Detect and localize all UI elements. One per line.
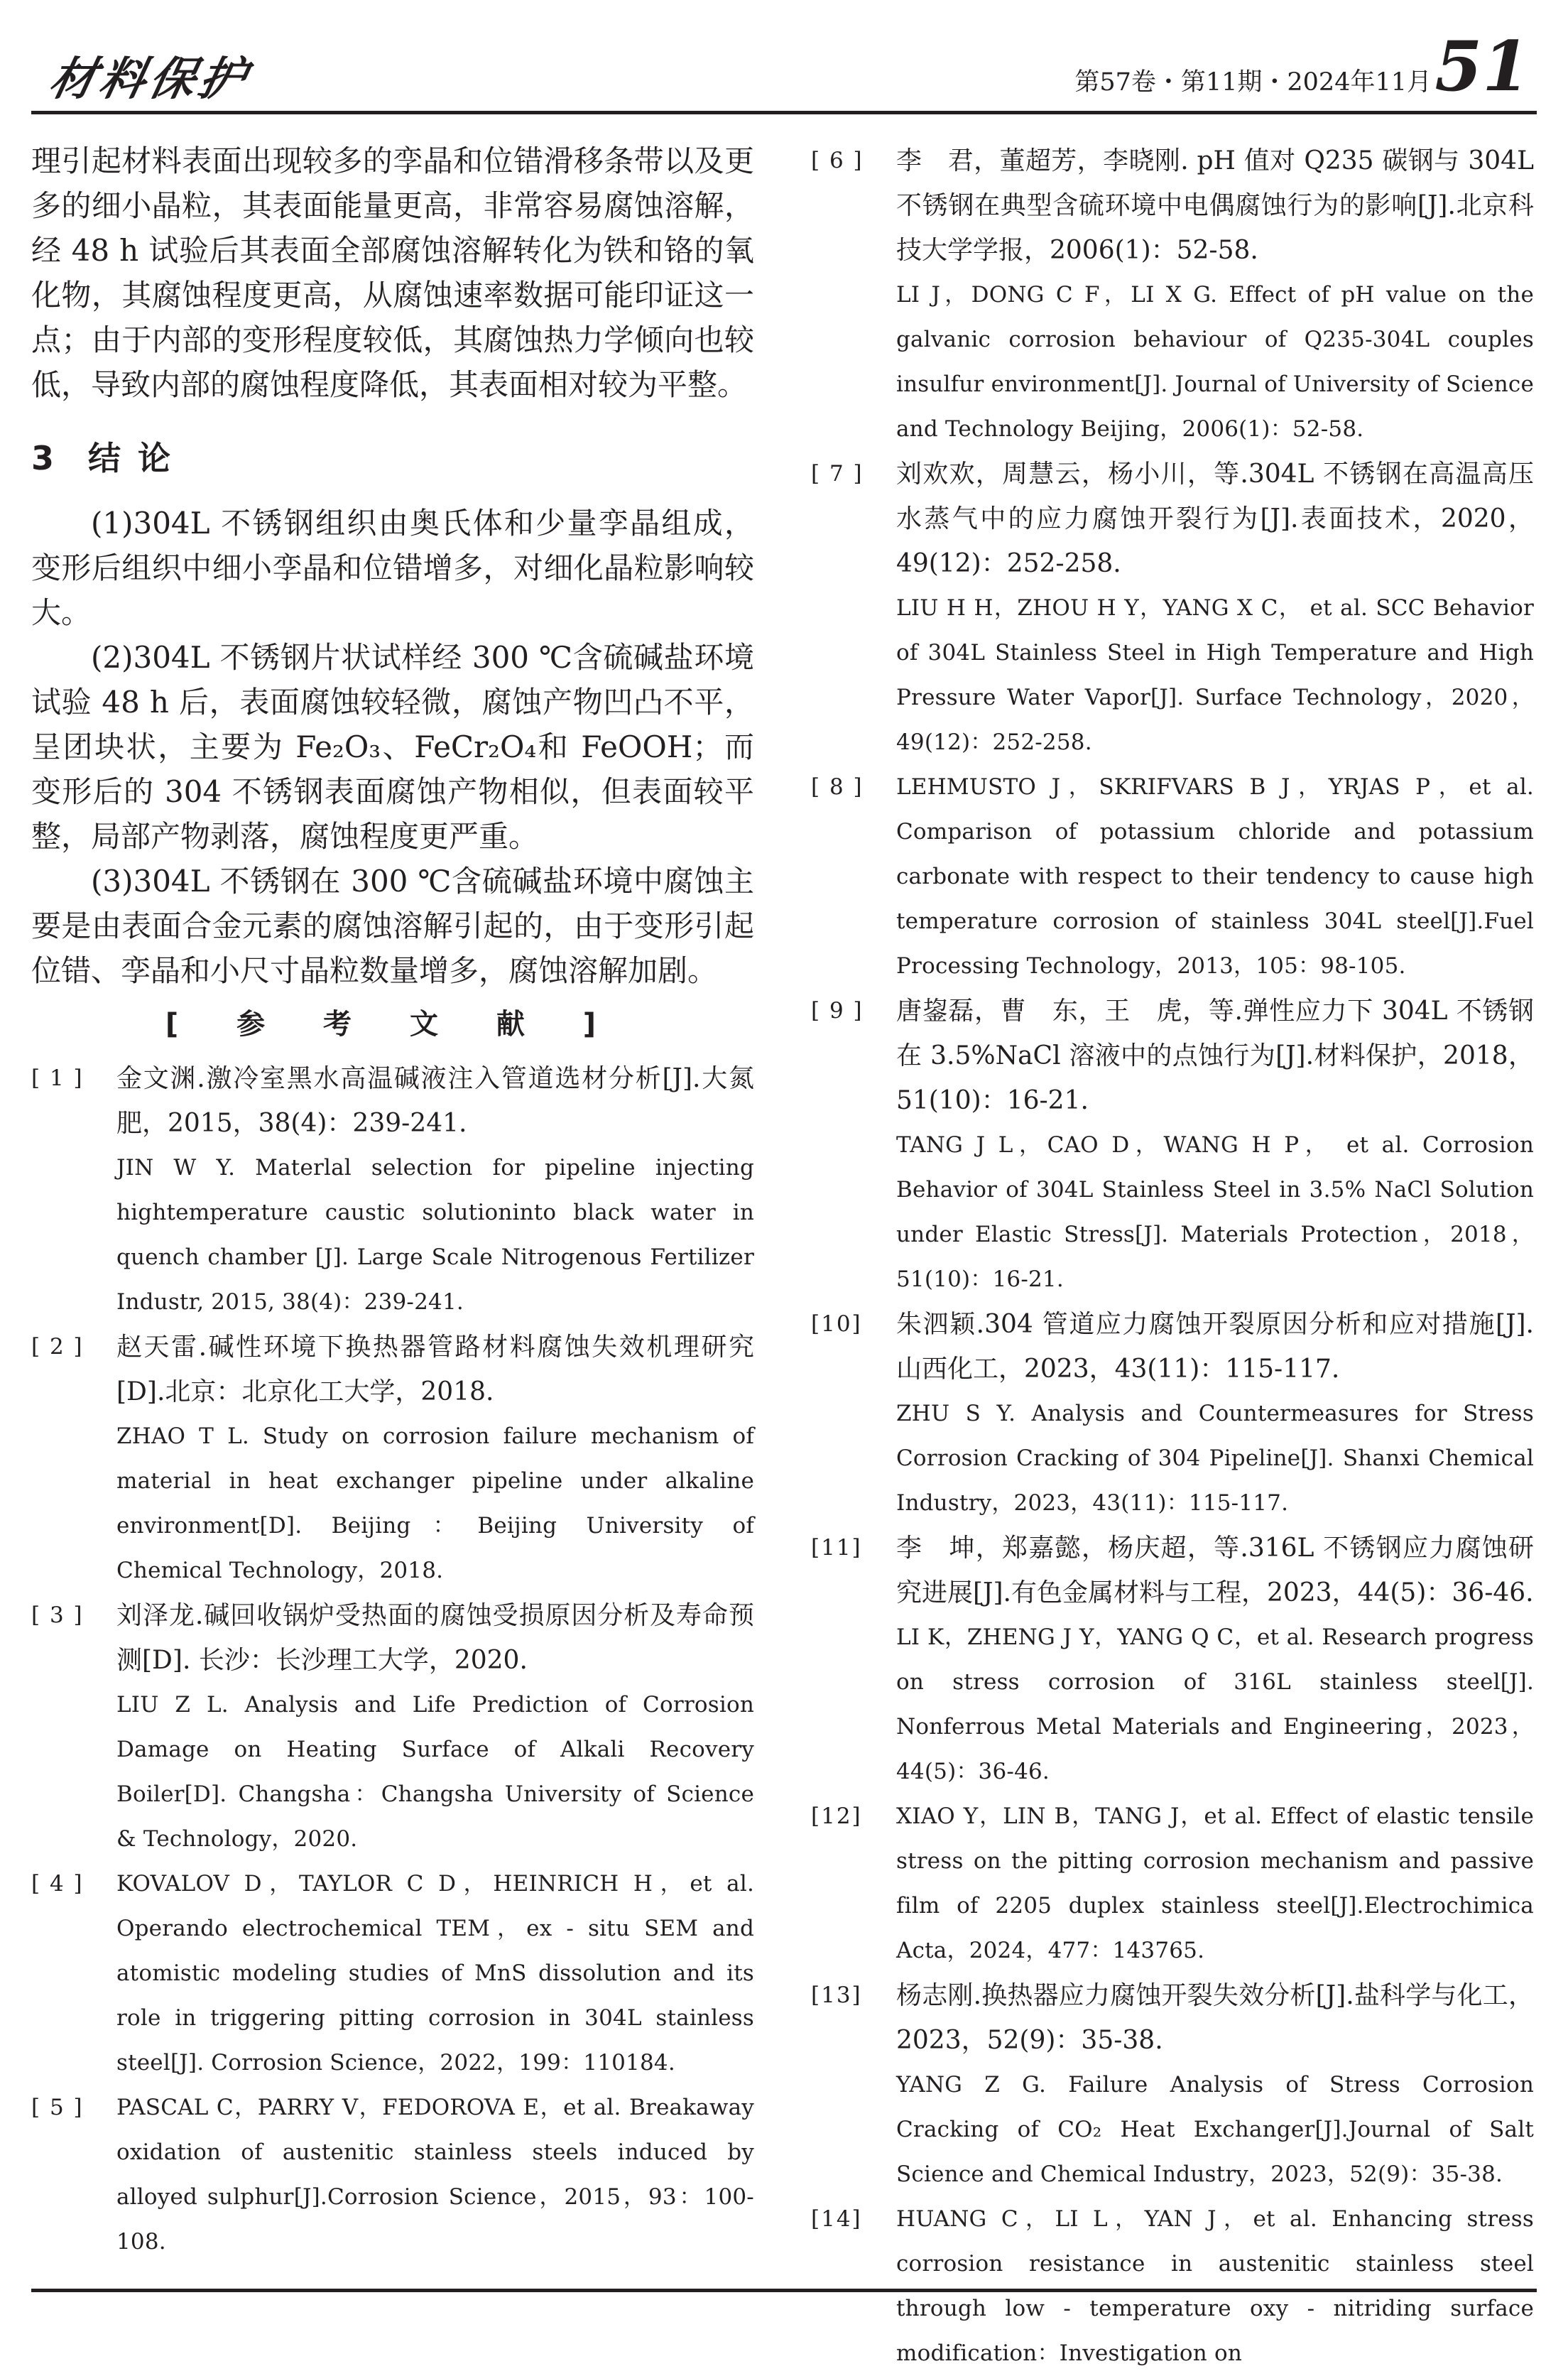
reference-number: [ 1 ] [31,1065,84,1091]
reference-cn: 刘泽龙.碱回收锅炉受热面的腐蚀受损原因分析及寿命预测[D]. 长沙：长沙理工大学，2020. [116,1601,754,1675]
reference-cn: 唐鋆磊，曹 东，王 虎，等.弹性应力下 304L 不锈钢在 3.5%NaCl 溶液中的点蚀行为[J].材料保护，2018，51(10)：16-21. [896,997,1534,1115]
reference-number: [ 5 ] [31,2095,84,2120]
reference-item [811,1526,1534,1794]
reference-item [811,1302,1534,1526]
reference-item [811,765,1534,989]
issue-info: 第57卷・第11期・2024年11月 [1074,68,1432,97]
reference-number: [13] [811,1982,862,2008]
reference-number: [ 4 ] [31,1871,84,1897]
reference-en: LI K，ZHENG J Y，YANG Q C，et al. Research progress on stress corrosion of 316L stainless steel[J]. Nonferrous Metal Materials and Engineering，2023，44(5)：36-46. [896,1624,1534,1784]
conclusion-2: (2)304L 不锈钢片状试样经 300 ℃含硫碱盐环境试验 48 h 后，表面腐蚀较轻微，腐蚀产物凹凸不平，呈团块状，主要为 Fe₂O₃、FeCr₂O₄和 FeOOH；而变形后的 304 不锈钢表面腐蚀产物相似，但表面较平整，局部产物剥落，腐蚀程度更严重。 [31,640,754,854]
reference-en: ZHU S Y. Analysis and Countermeasures for Stress Corrosion Cracking of 304 Pipeline[J]. Shanxi Chemical Industry，2023，43(11)：115-117. [896,1401,1534,1516]
reference-item [811,1794,1534,1973]
reference-number: [ 3 ] [31,1602,84,1628]
paragraph: 理引起材料表面出现较多的孪晶和位错滑移条带以及更多的细小晶粒，其表面能量更高，非常容易腐蚀溶解，经 48 h 试验后其表面全部腐蚀溶解转化为铁和铬的氧化物，其腐蚀程度更高，从腐蚀速率数据可能印证这一点；由于内部的变形程度较低，其腐蚀热力学倾向也较低，导致内部的腐蚀程度降低，其表面相对较为平整。 [31,143,754,402]
left-column [31,139,754,2264]
reference-number: [ 9 ] [811,998,864,1024]
reference-item [31,1056,754,1325]
reference-cn: 赵天雷.碱性环境下换热器管路材料腐蚀失效机理研究[D].北京：北京化工大学，2018. [116,1333,754,1406]
reference-en: YANG Z G. Failure Analysis of Stress Corrosion Cracking of CO₂ Heat Exchanger[J].Journal of Salt Science and Chemical Industry，2023，52(9)：35-38. [896,2072,1534,2187]
reference-en: XIAO Y，LIN B，TANG J，et al. Effect of elastic tensile stress on the pitting corrosion mechanism and passive film of 2205 duplex stainless steel[J].Electrochimica Acta，2024，477：143765. [896,1803,1534,1963]
footer-rule [31,2289,1537,2292]
reference-item [811,1973,1534,2197]
reference-en: HUANG C，LI L，YAN J，et al. Enhancing stress corrosion resistance in austenitic stainless steel through low - temperature oxy - nitriding surface modification：Investigation on [896,2206,1534,2366]
reference-number: [14] [811,2206,862,2232]
section-title: 结 论 [88,439,174,477]
section-number: 3 [31,439,58,477]
reference-en: LI J，DONG C F，LI X G. Effect of pH value on the galvanic corrosion behaviour of Q235-304L couples insulfur environment[J]. Journal of University of Science and Technology Beijing，2006(1)：52-58. [896,282,1534,442]
journal-logo: 材料保护 [44,53,255,106]
reference-number: [10] [811,1311,862,1337]
reference-en: LEHMUSTO J，SKRIFVARS B J，YRJAS P，et al. Comparison of potassium chloride and potassium carbonate with respect to their tendency to cause high temperature corrosion of stainless 304L steel[J].Fuel Processing Technology，2013，105：98-105. [896,774,1534,979]
reference-en: TANG J L，CAO D，WANG H P， et al. Corrosion Behavior of 304L Stainless Steel in 3.5% NaCl Solution under Elastic Stress[J]. Materials Protection，2018，51(10)：16-21. [896,1132,1534,1292]
reference-cn: 金文渊.激冷室黑水高温碱液注入管道选材分析[J].大氮肥，2015，38(4)：239-241. [116,1064,754,1138]
reference-number: [ 8 ] [811,774,864,800]
reference-en: PASCAL C，PARRY V，FEDOROVA E，et al. Breakaway oxidation of austenitic stainless steels induced by alloyed sulphur[J].Corrosion Science，2015，93：100-108. [116,2095,754,2255]
reference-cn: 朱泗颖.304 管道应力腐蚀开裂原因分析和应对措施[J].山西化工，2023，43(11)：115-117. [896,1310,1534,1384]
reference-item [31,1325,754,1593]
references-heading: [ 参 考 文 献 ] [165,1008,621,1041]
header-rule [31,111,1537,114]
reference-item [31,1862,754,2085]
page-number: 51 [1434,26,1530,107]
reference-number: [12] [811,1803,862,1829]
reference-item [31,2085,754,2264]
reference-item [811,989,1534,1302]
reference-cn: 刘欢欢，周慧云，杨小川，等.304L 不锈钢在高温高压水蒸气中的应力腐蚀开裂行为[J].表面技术，2020，49(12)：252-258. [896,460,1534,578]
conclusion-3: (3)304L 不锈钢在 300 ℃含硫碱盐环境中腐蚀主要是由表面合金元素的腐蚀溶解引起的，由于变形引起位错、孪晶和小尺寸晶粒数量增多，腐蚀溶解加剧。 [31,864,754,988]
reference-item [811,2197,1534,2376]
reference-en: ZHAO T L. Study on corrosion failure mechanism of material in heat exchanger pipeline under alkaline environment[D]. Beijing：Beijing University of Chemical Technology，2018. [116,1423,754,1583]
reference-en: JIN W Y. Materlal selection for pipeline injecting hightemperature caustic solutioninto black water in quench chamber [J]. Large Scale Nitrogenous Fertilizer Industr, 2015, 38(4)：239-241. [116,1155,754,1315]
reference-item [811,452,1534,765]
page-header [31,26,1537,111]
reference-cn: 李 君，董超芳，李晓刚. pH 值对 Q235 碳钢与 304L 不锈钢在典型含硫环境中电偶腐蚀行为的影响[J].北京科技大学学报，2006(1)：52-58. [896,146,1534,265]
reference-item [811,139,1534,452]
reference-number: [ 6 ] [811,148,864,173]
reference-en: LIU H H，ZHOU H Y，YANG X C， et al. SCC Behavior of 304L Stainless Steel in High Temperature and High Pressure Water Vapor[J]. Surface Technology，2020，49(12)：252-258. [896,595,1534,755]
reference-number: [11] [811,1535,862,1561]
reference-en: KOVALOV D，TAYLOR C D，HEINRICH H，et al. Operando electrochemical TEM，ex - situ SEM and atomistic modeling studies of MnS dissolution and its role in triggering pitting corrosion in 304L stainless steel[J]. Corrosion Science，2022，199：110184. [116,1871,754,2076]
reference-number: [ 2 ] [31,1334,84,1360]
right-column [811,139,1534,2376]
section-heading [31,433,754,479]
reference-number: [ 7 ] [811,461,864,487]
reference-cn: 杨志刚.换热器应力腐蚀开裂失效分析[J].盐科学与化工，2023，52(9)：35-38. [896,1981,1534,2055]
conclusion-1: (1)304L 不锈钢组织由奥氏体和少量孪晶组成，变形后组织中细小孪晶和位错增多，对细化晶粒影响较大。 [31,506,754,630]
reference-item [31,1593,754,1862]
reference-cn: 李 坤，郑嘉懿，杨庆超，等.316L 不锈钢应力腐蚀研究进展[J].有色金属材料与工程，2023，44(5)：36-46. [896,1534,1534,1607]
reference-en: LIU Z L. Analysis and Life Prediction of Corrosion Damage on Heating Surface of Alkali Recovery Boiler[D]. Changsha：Changsha University of Science & Technology，2020. [116,1692,754,1852]
